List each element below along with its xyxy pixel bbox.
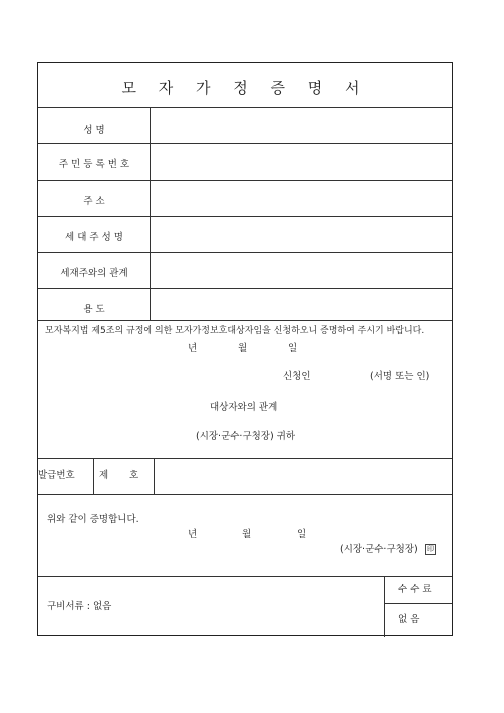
issue-number-label: 발급번호 (38, 470, 75, 481)
divider (93, 458, 94, 494)
field-label-resident-number: 주 민 등 록 번 호 (58, 159, 130, 170)
divider (384, 576, 385, 637)
application-statement: 모자복지법 제5조의 규정에 의한 모자가정보호대상자임을 신청하오니 증명하여 주시기 바랍니다. (45, 326, 425, 336)
fee-value: 없 음 (398, 614, 420, 625)
addressee: (시장·군수·구청장) 귀하 (196, 431, 296, 442)
official-seal (425, 544, 436, 555)
divider (38, 107, 452, 108)
application-date-year: 년 (188, 343, 198, 354)
relation-label: 대상자와의 관계 (210, 402, 278, 413)
field-label-purpose: 용 도 (83, 304, 105, 315)
certificate-form (37, 62, 453, 636)
divider (154, 458, 155, 494)
divider (384, 603, 452, 604)
signature-note: (서명 또는 인) (370, 371, 430, 382)
divider (38, 216, 452, 217)
certification-date-day: 일 (297, 529, 307, 540)
issue-number-prefix: 제 (99, 470, 109, 481)
field-label-address: 주 소 (83, 196, 105, 207)
required-documents: 구비서류 : 없음 (47, 601, 112, 612)
application-date-day: 일 (288, 343, 298, 354)
application-date-month: 월 (238, 343, 248, 354)
field-label-name: 성 명 (83, 125, 105, 136)
document-title: 모 자 가 정 증 명 서 (121, 79, 369, 97)
fee-label: 수 수 료 (398, 584, 432, 595)
divider (38, 252, 452, 253)
divider (38, 458, 452, 459)
applicant-label: 신청인 (283, 371, 311, 382)
field-label-householder-name: 세 대 주 성 명 (65, 232, 123, 243)
issue-number-suffix: 호 (129, 470, 139, 481)
certification-statement: 위와 같이 증명합니다. (47, 514, 139, 525)
issuer-label: (시장·군수·구청장) (340, 544, 418, 555)
seal-mark: 印 (427, 545, 434, 553)
divider (38, 320, 452, 321)
divider (38, 576, 452, 577)
divider (38, 143, 452, 144)
divider (38, 494, 452, 495)
divider (38, 180, 452, 181)
certification-date-month: 월 (242, 529, 252, 540)
field-label-relation: 세재주와의 관계 (60, 268, 128, 279)
divider (38, 288, 452, 289)
certification-date-year: 년 (188, 529, 198, 540)
